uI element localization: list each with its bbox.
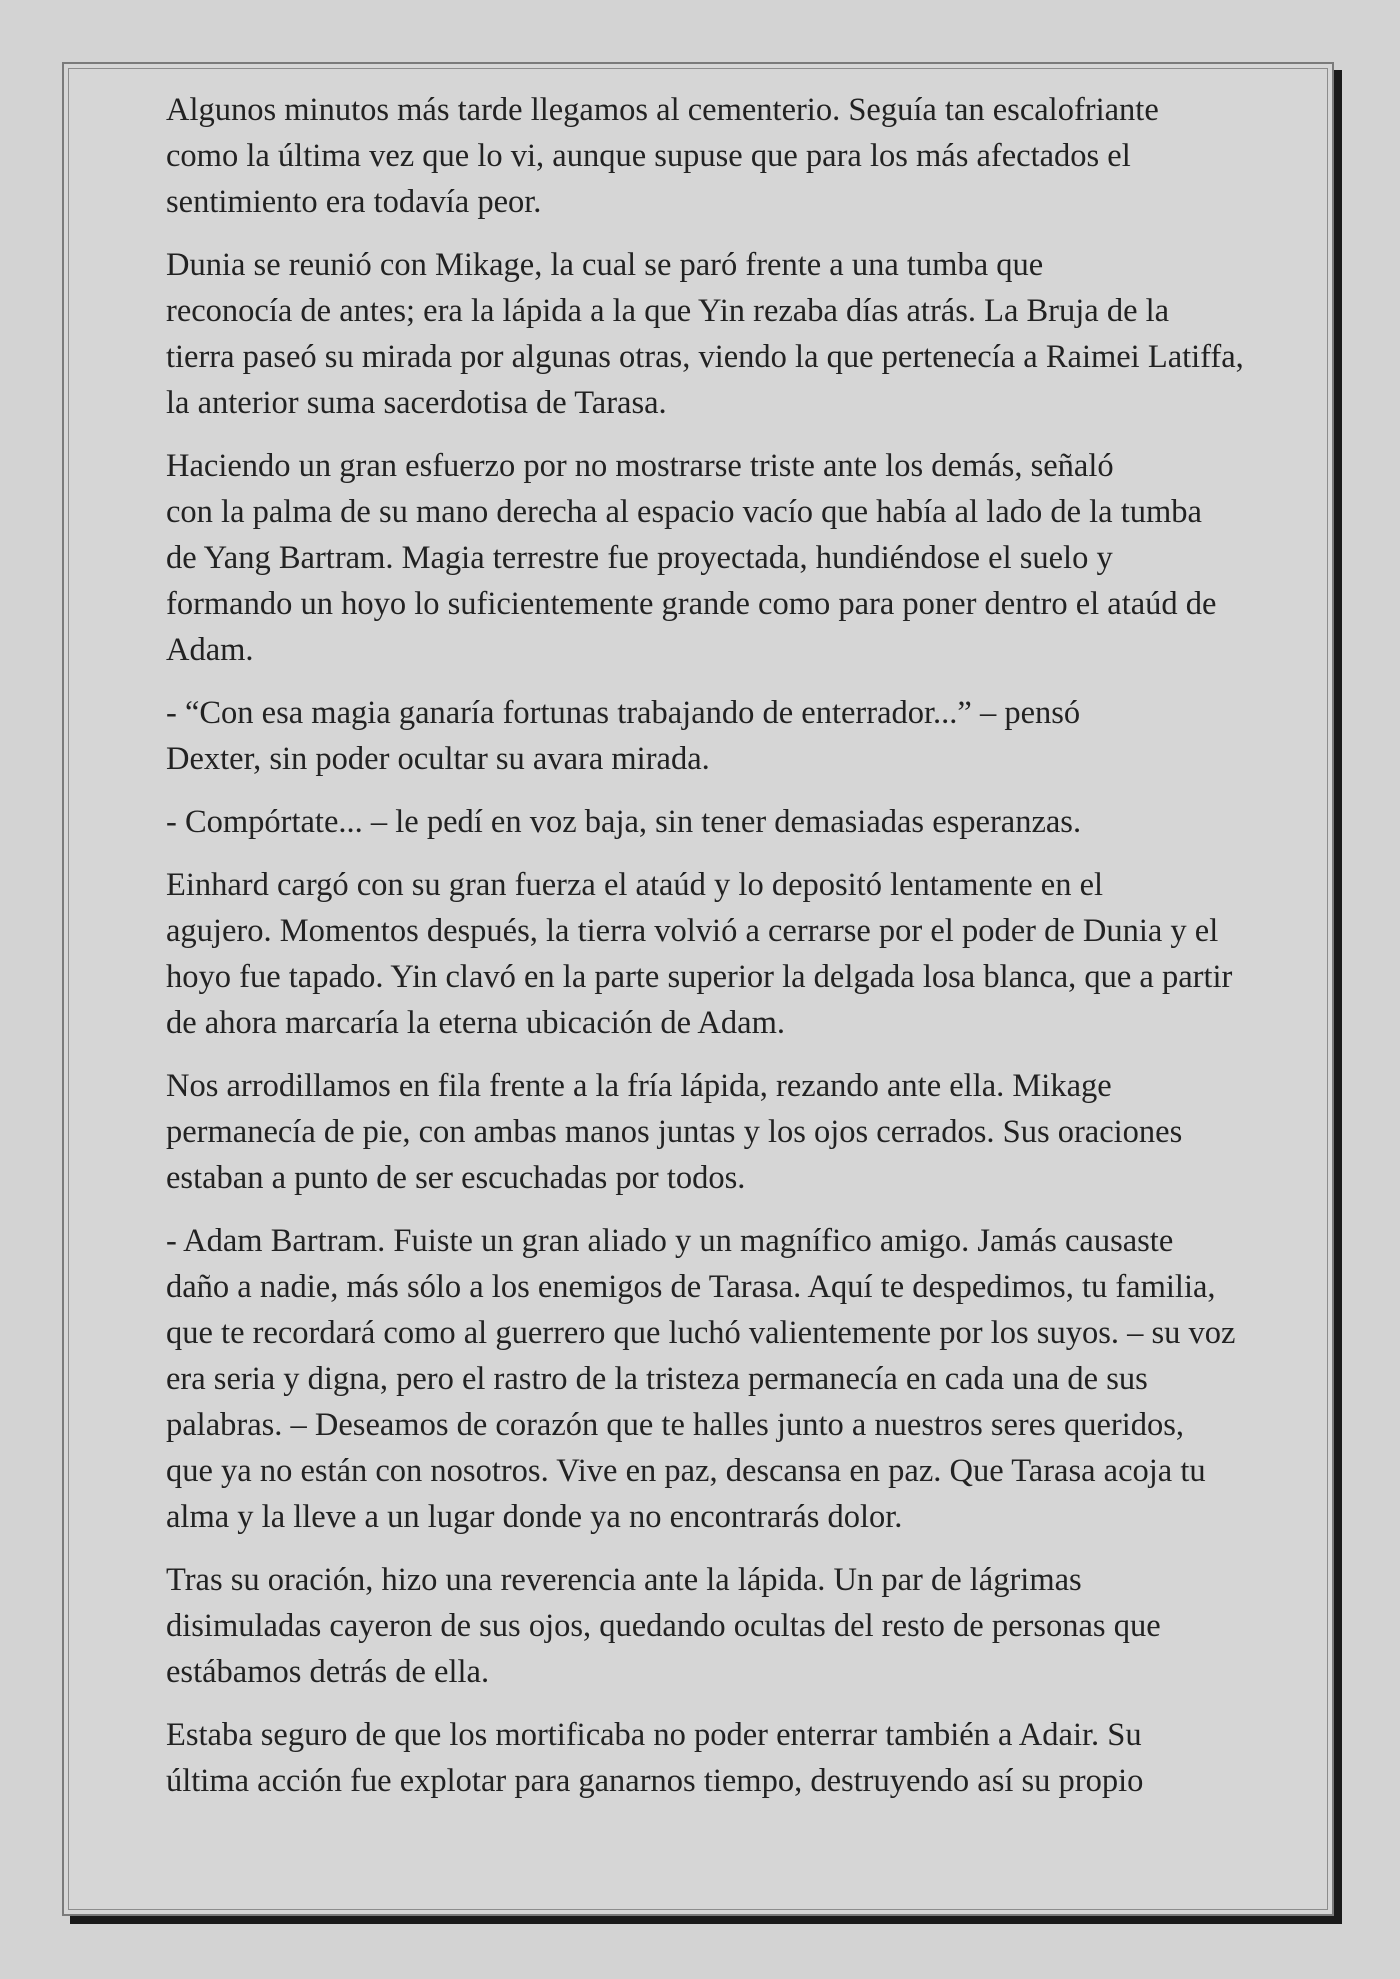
text-line: Einhard cargó con su gran fuerza el ataúd y lo depositó lentamente en el [166, 867, 1104, 903]
text-line: formando un hoyo lo suficientemente grande como para poner dentro el ataúd de [166, 586, 1217, 622]
text-line: disimuladas cayeron de sus ojos, quedando ocultas del resto de personas que [166, 1608, 1161, 1644]
text-line: que ya no están con nosotros. Vive en paz, descansa en paz. Que Tarasa acoja tu [166, 1453, 1206, 1489]
text-line: estábamos detrás de ella. [166, 1654, 490, 1690]
paragraph [84, 242, 1312, 426]
text-line: última acción fue explotar para ganarnos tiempo, destruyendo así su propio [166, 1763, 1144, 1799]
text-line: Dexter, sin poder ocultar su avara mirada. [166, 741, 710, 777]
text-line: Haciendo un gran esfuerzo por no mostrarse triste ante los demás, señaló [166, 448, 1114, 484]
text-line: con la palma de su mano derecha al espacio vacío que había al lado de la tumba [166, 494, 1202, 530]
paragraph [84, 690, 1312, 782]
text-line: que te recordará como al guerrero que luchó valientemente por los suyos. – su voz [166, 1315, 1236, 1351]
text-line: reconocía de antes; era la lápida a la que Yin rezaba días atrás. La Bruja de la [166, 293, 1170, 329]
text-line: de Yang Bartram. Magia terrestre fue proyectada, hundiéndose el suelo y [166, 540, 1113, 576]
text-line: - Compórtate... – le pedí en voz baja, sin tener demasiadas esperanzas. [166, 804, 1082, 840]
text-line: Estaba seguro de que los mortificaba no poder enterrar también a Adair. Su [166, 1717, 1142, 1753]
paragraph [84, 1063, 1312, 1201]
text-line: palabras. – Deseamos de corazón que te halles junto a nuestros seres queridos, [166, 1407, 1185, 1443]
text-line: permanecía de pie, con ambas manos juntas y los ojos cerrados. Sus oraciones [166, 1114, 1183, 1150]
text-line: la anterior suma sacerdotisa de Tarasa. [166, 385, 667, 421]
text-line: Dunia se reunió con Mikage, la cual se paró frente a una tumba que [166, 247, 1044, 283]
text-line: tierra paseó su mirada por algunas otras, viendo la que pertenecía a Raimei Latiffa, [166, 339, 1244, 375]
text-line: - Adam Bartram. Fuiste un gran aliado y un magnífico amigo. Jamás causaste [166, 1223, 1174, 1259]
text-line: estaban a punto de ser escuchadas por todos. [166, 1160, 746, 1196]
text-line: daño a nadie, más sólo a los enemigos de Tarasa. Aquí te despedimos, tu familia, [166, 1269, 1216, 1305]
paragraph [84, 1712, 1312, 1804]
paragraph [84, 443, 1312, 673]
text-line: hoyo fue tapado. Yin clavó en la parte superior la delgada losa blanca, que a partir [166, 959, 1233, 995]
text-line: sentimiento era todavía peor. [166, 184, 542, 220]
document-body [84, 87, 1312, 1821]
text-line: - “Con esa magia ganaría fortunas trabajando de enterrador...” – pensó [166, 695, 1081, 731]
paragraph [84, 862, 1312, 1046]
paragraph [84, 1557, 1312, 1695]
text-line: era seria y digna, pero el rastro de la tristeza permanecía en cada una de sus [166, 1361, 1148, 1397]
text-line: alma y la lleve a un lugar donde ya no encontrarás dolor. [166, 1499, 903, 1535]
paragraph [84, 799, 1312, 845]
paragraph [84, 87, 1312, 225]
paragraph [84, 1218, 1312, 1540]
text-line: de ahora marcaría la eterna ubicación de Adam. [166, 1005, 785, 1041]
text-line: como la última vez que lo vi, aunque supuse que para los más afectados el [166, 138, 1131, 174]
text-line: agujero. Momentos después, la tierra volvió a cerrarse por el poder de Dunia y el [166, 913, 1219, 949]
text-line: Tras su oración, hizo una reverencia ante la lápida. Un par de lágrimas [166, 1562, 1082, 1598]
text-line: Nos arrodillamos en fila frente a la fría lápida, rezando ante ella. Mikage [166, 1068, 1112, 1104]
text-line: Algunos minutos más tarde llegamos al cementerio. Seguía tan escalofriante [166, 92, 1159, 128]
text-line: Adam. [166, 632, 254, 668]
